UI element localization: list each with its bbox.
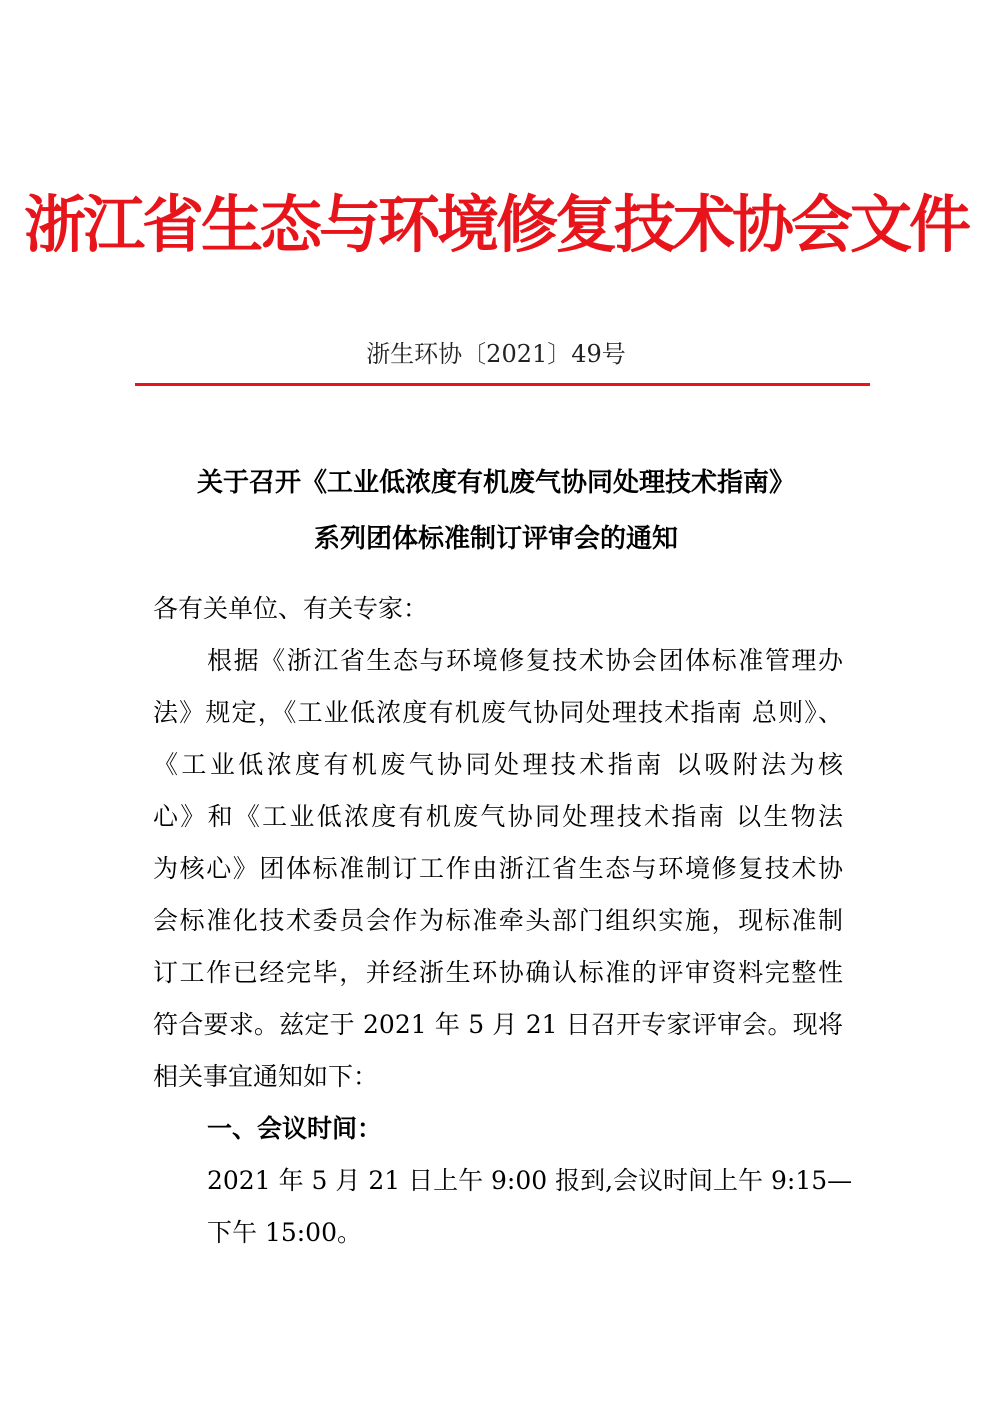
paragraph-line-1: 根据《浙江省生态与环境修复技术协会团体标准管理办 xyxy=(207,646,843,675)
paragraph-line-7: 订工作已经完毕，并经浙生环协确认标准的评审资料完整性 xyxy=(153,958,843,987)
red-divider-line xyxy=(135,383,870,386)
paragraph-line-6: 会标准化技术委员会作为标准牵头部门组织实施，现标准制 xyxy=(153,906,843,935)
paragraph-line-4: 心》和《工业低浓度有机废气协同处理技术指南 以生物法 xyxy=(153,802,843,831)
salutation: 各有关单位、有关专家： xyxy=(153,594,429,623)
paragraph-line-3: 《工业低浓度有机废气协同处理技术指南 以吸附法为核 xyxy=(153,750,843,779)
notice-title xyxy=(100,455,892,567)
masthead-title: 浙江省生态与环境修复技术协会文件 xyxy=(23,188,968,261)
paragraph-line-5: 为核心》团体标准制订工作由浙江省生态与环境修复技术协 xyxy=(153,854,843,883)
paragraph-line-9: 相关事宜通知如下： xyxy=(153,1062,379,1091)
section-heading-meeting-time: 一、会议时间： xyxy=(207,1114,383,1143)
paragraph-line-8: 符合要求。兹定于 2021 年 5 月 21 日召开专家评审会。现将 xyxy=(153,1010,843,1039)
paragraph-line-2: 法》规定，《工业低浓度有机废气协同处理技术指南 总则》、 xyxy=(153,698,843,727)
notice-title-line-2: 系列团体标准制订评审会的通知 xyxy=(313,524,678,554)
notice-title-line-1: 关于召开《工业低浓度有机废气协同处理技术指南》 xyxy=(196,468,795,498)
meeting-time-line-2: 下午 15:00。 xyxy=(207,1218,362,1247)
document-number: 浙生环协〔2021〕49号 xyxy=(366,340,626,368)
meeting-time-line-1: 2021 年 5 月 21 日上午 9:00 报到,会议时间上午 9:15— xyxy=(207,1166,853,1195)
